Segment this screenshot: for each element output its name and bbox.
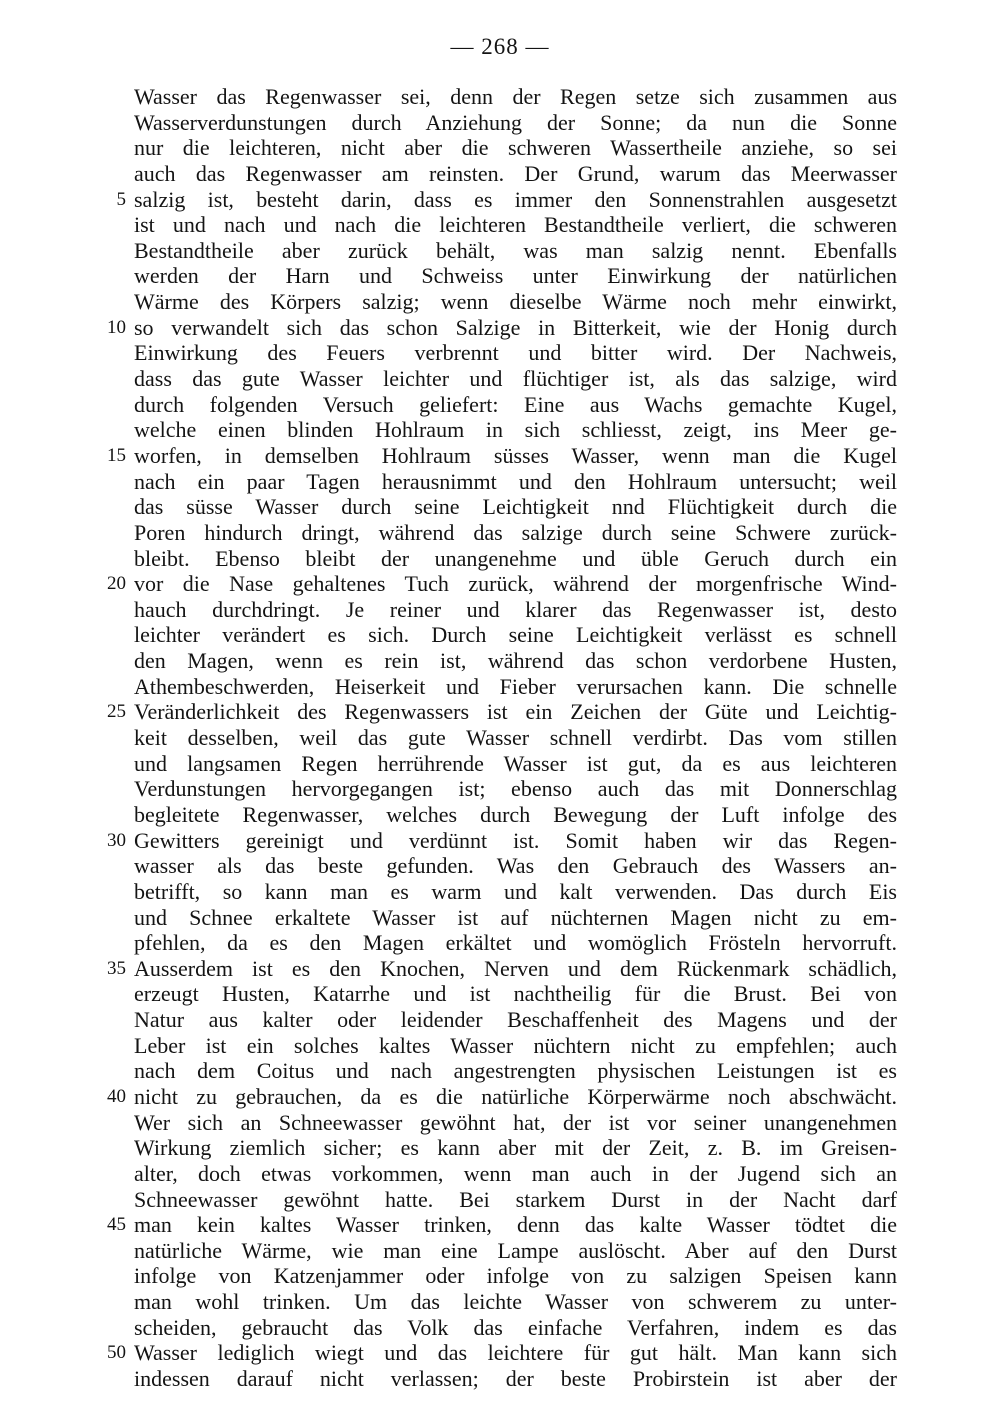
- line-text: bleibt. Ebenso bleibt der unangenehme und üble Geruch durch ein: [134, 545, 897, 571]
- text-line: [0, 622, 1000, 648]
- line-text: durch folgenden Versuch geliefert: Eine aus Wachs gemachte Kugel,: [134, 391, 897, 417]
- text-line: [0, 1161, 1000, 1187]
- line-number: 5: [116, 188, 126, 210]
- line-text: Verdunstungen hervorgegangen ist; ebenso auch das mit Donnerschlag: [134, 776, 897, 802]
- text-line: [0, 289, 1000, 315]
- line-text: nicht zu gebrauchen, da es die natürliche Körperwärme noch abschwächt.: [134, 1083, 897, 1109]
- text-line: [0, 699, 1000, 725]
- line-text: das süsse Wasser durch seine Leichtigkeit nnd Flüchtigkeit durch die: [134, 494, 897, 520]
- text-line: [0, 110, 1000, 136]
- line-text: betrifft, so kann man es warm und kalt verwenden. Das durch Eis: [134, 878, 897, 904]
- text-line: [0, 1135, 1000, 1161]
- text-line: [0, 469, 1000, 495]
- text-line: [0, 187, 1000, 213]
- line-text: Poren hindurch dringt, während das salzige durch seine Schwere zurück-: [134, 519, 897, 545]
- line-text: Wärme des Körpers salzig; wenn dieselbe Wärme noch mehr einwirkt,: [134, 289, 897, 315]
- text-line: [0, 1110, 1000, 1136]
- line-text: scheiden, gebraucht das Volk das einfache Verfahren, indem es das: [134, 1314, 897, 1340]
- text-line: [0, 1289, 1000, 1315]
- text-line: [0, 238, 1000, 264]
- line-text: Ausserdem ist es den Knochen, Nerven und dem Rückenmark schädlich,: [134, 955, 897, 981]
- line-text: und Schnee erkaltete Wasser ist auf nüchternen Magen nicht zu em-: [134, 904, 897, 930]
- line-number: 20: [107, 573, 126, 595]
- line-text: hauch durchdringt. Je reiner und klarer das Regenwasser ist, desto: [134, 596, 897, 622]
- line-number: 15: [107, 444, 126, 466]
- line-text: Wasserverdunstungen durch Anziehung der Sonne; da nun die Sonne: [134, 109, 897, 135]
- text-line: [0, 1263, 1000, 1289]
- text-line: [0, 802, 1000, 828]
- text-line: [0, 1058, 1000, 1084]
- line-text: Wasser lediglich wiegt und das leichtere für gut hält. Man kann sich: [134, 1340, 897, 1366]
- line-text: Wer sich an Schneewasser gewöhnt hat, der ist vor seiner unangenehmen: [134, 1109, 897, 1135]
- text-line: [0, 392, 1000, 418]
- line-text: Leber ist ein solches kaltes Wasser nüchtern nicht zu empfehlen; auch: [134, 1032, 897, 1058]
- text-line: [0, 1366, 1000, 1392]
- text-line: [0, 981, 1000, 1007]
- line-text: natürliche Wärme, wie man eine Lampe auslöscht. Aber auf den Durst: [134, 1237, 897, 1263]
- line-text: Wasser das Regenwasser sei, denn der Regen setze sich zusammen aus: [134, 84, 897, 109]
- line-text: Einwirkung des Feuers verbrennt und bitter wird. Der Nachweis,: [134, 340, 897, 366]
- text-line: [0, 494, 1000, 520]
- line-text: dass das gute Wasser leichter und flüchtiger ist, als das salzige, wird: [134, 366, 897, 392]
- line-text: man wohl trinken. Um das leichte Wasser von schwerem zu unter-: [134, 1289, 897, 1315]
- line-number: 50: [107, 1342, 126, 1364]
- line-text: Wirkung ziemlich sicher; es kann aber mit der Zeit, z. B. im Greisen-: [134, 1135, 897, 1161]
- text-line: [0, 135, 1000, 161]
- line-text: und langsamen Regen herrührende Wasser ist gut, da es aus leichteren: [134, 750, 897, 776]
- line-number: 10: [107, 316, 126, 338]
- line-text: erzeugt Husten, Katarrhe und ist nachtheilig für die Brust. Bei von: [134, 981, 897, 1007]
- line-text: wasser als das beste gefunden. Was den Gebrauch des Wassers an-: [134, 853, 897, 879]
- line-text: den Magen, wenn es rein ist, während das schon verdorbene Husten,: [134, 648, 897, 674]
- text-line: [0, 1212, 1000, 1238]
- text-line: [0, 571, 1000, 597]
- line-text: nach dem Coitus und nach angestrengten physischen Leistungen ist es: [134, 1058, 897, 1084]
- text-line: [0, 161, 1000, 187]
- line-text: nach ein paar Tagen herausnimmt und den Hohlraum untersucht; weil: [134, 468, 897, 494]
- text-line: [0, 520, 1000, 546]
- text-line: [0, 417, 1000, 443]
- line-text: leichter verändert es sich. Durch seine Leichtigkeit verlässt es schnell: [134, 622, 897, 648]
- text-line: [0, 930, 1000, 956]
- text-line: [0, 956, 1000, 982]
- text-line: [0, 1084, 1000, 1110]
- line-text: infolge von Katzenjammer oder infolge von zu salzigen Speisen kann: [134, 1263, 897, 1289]
- line-text: begleitete Regenwasser, welches durch Bewegung der Luft infolge des: [134, 801, 897, 827]
- line-text: worfen, in demselben Hohlraum süsses Wasser, wenn man die Kugel: [134, 442, 897, 468]
- line-text: salzig ist, besteht darin, dass es immer den Sonnenstrahlen ausgesetzt: [134, 186, 897, 212]
- line-number: 25: [107, 701, 126, 723]
- text-line: [0, 1238, 1000, 1264]
- line-text: vor die Nase gehaltenes Tuch zurück, während der morgenfrische Wind-: [134, 571, 897, 597]
- text-line: [0, 546, 1000, 572]
- line-text: nur die leichteren, nicht aber die schweren Wassertheile anziehe, so sei: [134, 135, 897, 161]
- text-line: [0, 674, 1000, 700]
- line-text: welche einen blinden Hohlraum in sich schliesst, zeigt, ins Meer ge-: [134, 417, 897, 443]
- body-text: [0, 84, 1000, 1392]
- text-line: [0, 1315, 1000, 1341]
- text-line: [0, 905, 1000, 931]
- text-line: [0, 263, 1000, 289]
- line-text: Veränderlichkeit des Regenwassers ist ein Zeichen der Güte und Leichtig-: [134, 699, 897, 725]
- text-line: [0, 828, 1000, 854]
- text-line: [0, 1033, 1000, 1059]
- line-number: 40: [107, 1085, 126, 1107]
- line-number: 30: [107, 829, 126, 851]
- text-line: [0, 776, 1000, 802]
- line-text: so verwandelt sich das schon Salzige in Bitterkeit, wie der Honig durch: [134, 314, 897, 340]
- line-text: auch das Regenwasser am reinsten. Der Grund, warum das Meerwasser: [134, 160, 897, 186]
- line-text: Athembeschwerden, Heiserkeit und Fieber verursachen kann. Die schnelle: [134, 673, 897, 699]
- line-number: 35: [107, 957, 126, 979]
- text-line: [0, 1007, 1000, 1033]
- text-line: [0, 751, 1000, 777]
- text-line: [0, 648, 1000, 674]
- text-line: [0, 879, 1000, 905]
- line-text: Bestandtheile aber zurück behält, was man salzig nennt. Ebenfalls: [134, 237, 897, 263]
- text-line: [0, 1187, 1000, 1213]
- text-line: [0, 315, 1000, 341]
- line-text: Natur aus kalter oder leidender Beschaffenheit des Magens und der: [134, 1007, 897, 1033]
- text-line: [0, 853, 1000, 879]
- text-line: [0, 443, 1000, 469]
- text-line: [0, 366, 1000, 392]
- text-line: [0, 84, 1000, 110]
- line-text: indessen darauf nicht verlassen; der beste Probirstein ist aber der: [134, 1366, 897, 1392]
- page-number: — 268 —: [450, 34, 550, 59]
- line-text: Schneewasser gewöhnt hatte. Bei starkem Durst in der Nacht darf: [134, 1186, 897, 1212]
- line-text: ist und nach und nach die leichteren Bestandtheile verliert, die schweren: [134, 212, 897, 238]
- line-text: man kein kaltes Wasser trinken, denn das kalte Wasser tödtet die: [134, 1212, 897, 1238]
- line-text: alter, doch etwas vorkommen, wenn man auch in der Jugend sich an: [134, 1160, 897, 1186]
- text-line: [0, 212, 1000, 238]
- text-line: [0, 597, 1000, 623]
- text-line: [0, 1340, 1000, 1366]
- line-text: werden der Harn und Schweiss unter Einwirkung der natürlichen: [134, 263, 897, 289]
- line-text: Gewitters gereinigt und verdünnt ist. Somit haben wir das Regen-: [134, 827, 897, 853]
- line-text: keit desselben, weil das gute Wasser schnell verdirbt. Das vom stillen: [134, 725, 897, 751]
- line-text: pfehlen, da es den Magen erkältet und womöglich Frösteln hervorruft.: [134, 930, 897, 956]
- line-number: 45: [107, 1214, 126, 1236]
- text-line: [0, 340, 1000, 366]
- text-line: [0, 725, 1000, 751]
